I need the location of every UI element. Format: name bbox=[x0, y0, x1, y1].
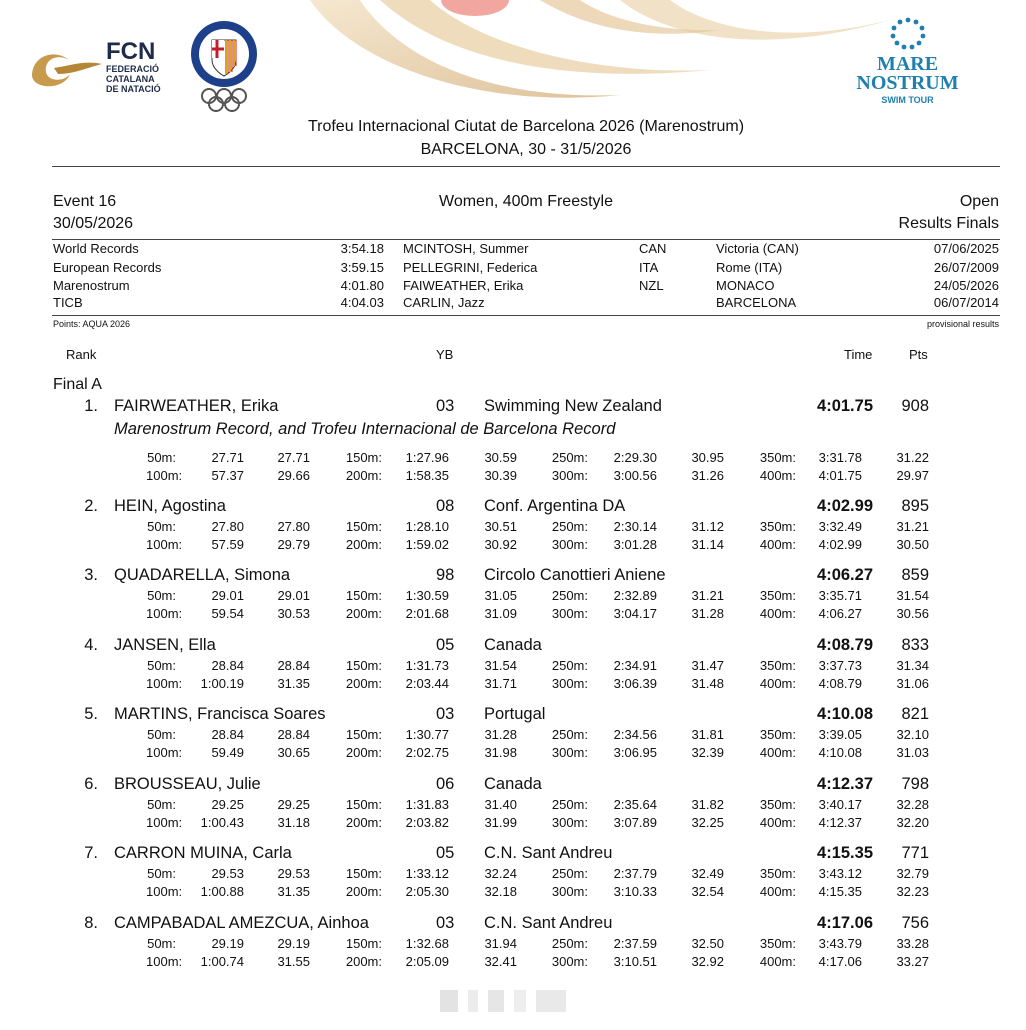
record-time: 3:54.18 bbox=[340, 241, 384, 256]
swimmer-name: HEIN, Agostina bbox=[114, 497, 226, 515]
column-time: Time bbox=[844, 347, 873, 362]
split-lap: 31.98 bbox=[484, 745, 517, 760]
split-lap: 32.54 bbox=[691, 884, 724, 899]
record-place: Victoria (CAN) bbox=[716, 241, 799, 256]
split-lap: 32.92 bbox=[691, 954, 724, 969]
birth-year: 98 bbox=[436, 566, 455, 584]
points: 798 bbox=[901, 775, 929, 793]
split-lap: 30.39 bbox=[484, 468, 517, 483]
split-distance: 250m: bbox=[551, 450, 588, 465]
club-name: Canada bbox=[484, 636, 542, 654]
result-rank: 6. bbox=[84, 775, 98, 793]
split-lap: 32.20 bbox=[896, 815, 929, 830]
club-name: C.N. Sant Andreu bbox=[484, 914, 613, 932]
split-lap: 31.21 bbox=[896, 519, 929, 534]
swimmer-name: JANSEN, Ella bbox=[114, 636, 216, 654]
meet-title: Trofeu Internacional Ciutat de Barcelona 2026 (Marenostrum) bbox=[307, 118, 745, 135]
split-lap: 32.18 bbox=[484, 884, 517, 899]
split-lap: 31.47 bbox=[691, 658, 724, 673]
split-lap: 31.26 bbox=[691, 468, 724, 483]
column-pts: Pts bbox=[909, 347, 928, 362]
birth-year: 05 bbox=[436, 636, 455, 654]
birth-year: 05 bbox=[436, 844, 455, 862]
record-time: 4:01.80 bbox=[340, 278, 384, 293]
swimmer-name: CARRON MUINA, Carla bbox=[114, 844, 292, 862]
split-lap: 29.53 bbox=[277, 866, 310, 881]
split-lap: 29.25 bbox=[277, 797, 310, 812]
header-decoration bbox=[290, 0, 910, 120]
header-divider bbox=[52, 166, 1000, 167]
split-lap: 29.01 bbox=[277, 588, 310, 603]
split-distance: 50m: bbox=[147, 658, 176, 673]
split-distance: 200m: bbox=[345, 537, 382, 552]
club-name: Portugal bbox=[484, 705, 546, 723]
split-time: 4:17.06 bbox=[818, 954, 862, 969]
split-time: 2:03.44 bbox=[405, 676, 449, 691]
split-time: 59.54 bbox=[211, 606, 244, 621]
split-time: 27.71 bbox=[211, 450, 244, 465]
provisional-note: provisional results bbox=[926, 319, 999, 329]
split-distance: 400m: bbox=[759, 468, 796, 483]
points: 756 bbox=[901, 914, 929, 932]
split-lap: 33.27 bbox=[896, 954, 929, 969]
split-lap: 31.05 bbox=[484, 588, 517, 603]
split-time: 4:12.37 bbox=[818, 815, 862, 830]
split-lap: 31.35 bbox=[277, 884, 310, 899]
split-lap: 33.28 bbox=[896, 936, 929, 951]
record-holder: CARLIN, Jazz bbox=[403, 295, 485, 310]
points-note: Points: AQUA 2026 bbox=[53, 319, 131, 329]
swimmer-name: MARTINS, Francisca Soares bbox=[114, 705, 326, 723]
split-distance: 200m: bbox=[345, 745, 382, 760]
result-rank: 2. bbox=[84, 497, 98, 515]
split-time: 3:10.51 bbox=[613, 954, 657, 969]
split-lap: 32.10 bbox=[896, 727, 929, 742]
split-distance: 150m: bbox=[345, 727, 382, 742]
split-distance: 150m: bbox=[345, 936, 382, 951]
split-time: 2:30.14 bbox=[613, 519, 657, 534]
split-time: 2:32.89 bbox=[613, 588, 657, 603]
birth-year: 03 bbox=[436, 397, 455, 415]
split-distance: 100m: bbox=[146, 606, 183, 621]
split-distance: 150m: bbox=[345, 797, 382, 812]
split-lap: 29.97 bbox=[896, 468, 929, 483]
split-distance: 50m: bbox=[147, 588, 176, 603]
split-distance: 50m: bbox=[147, 450, 176, 465]
split-time: 1:31.73 bbox=[405, 658, 449, 673]
split-lap: 31.22 bbox=[896, 450, 929, 465]
split-distance: 350m: bbox=[759, 658, 796, 673]
split-lap: 29.79 bbox=[277, 537, 310, 552]
points: 895 bbox=[901, 497, 929, 515]
split-time: 4:15.35 bbox=[818, 884, 862, 899]
split-lap: 32.39 bbox=[691, 745, 724, 760]
split-distance: 350m: bbox=[759, 866, 796, 881]
split-lap: 31.54 bbox=[484, 658, 517, 673]
result-rank: 4. bbox=[84, 636, 98, 654]
record-label: TICB bbox=[53, 295, 83, 310]
split-lap: 30.50 bbox=[896, 537, 929, 552]
result-rank: 8. bbox=[84, 914, 98, 932]
split-time: 28.84 bbox=[211, 727, 244, 742]
split-distance: 100m: bbox=[146, 954, 183, 969]
split-lap: 31.71 bbox=[484, 676, 517, 691]
split-time: 3:43.12 bbox=[818, 866, 862, 881]
club-emblem-icon bbox=[188, 18, 260, 114]
split-time: 28.84 bbox=[211, 658, 244, 673]
swimmer-name: QUADARELLA, Simona bbox=[114, 566, 291, 584]
split-time: 3:35.71 bbox=[818, 588, 862, 603]
record-date: 06/07/2014 bbox=[933, 295, 999, 310]
split-distance: 200m: bbox=[345, 954, 382, 969]
split-time: 1:30.59 bbox=[405, 588, 449, 603]
split-lap: 32.50 bbox=[691, 936, 724, 951]
split-distance: 400m: bbox=[759, 954, 796, 969]
split-time: 2:01.68 bbox=[405, 606, 449, 621]
split-time: 59.49 bbox=[211, 745, 244, 760]
split-time: 4:06.27 bbox=[818, 606, 862, 621]
split-distance: 200m: bbox=[345, 815, 382, 830]
record-place: BARCELONA bbox=[716, 295, 797, 310]
split-time: 1:30.77 bbox=[405, 727, 449, 742]
split-lap: 31.18 bbox=[277, 815, 310, 830]
column-rank: Rank bbox=[66, 347, 97, 362]
fcn-line-2: CATALANA bbox=[106, 74, 155, 84]
birth-year: 08 bbox=[436, 497, 455, 515]
split-lap: 31.81 bbox=[691, 727, 724, 742]
split-time: 1:33.12 bbox=[405, 866, 449, 881]
final-time: 4:17.06 bbox=[817, 914, 873, 932]
split-time: 2:03.82 bbox=[405, 815, 449, 830]
event-date: 30/05/2026 bbox=[53, 215, 134, 232]
split-distance: 150m: bbox=[345, 866, 382, 881]
split-lap: 31.14 bbox=[691, 537, 724, 552]
record-date: 24/05/2026 bbox=[933, 278, 999, 293]
records-divider bbox=[52, 315, 1000, 316]
split-distance: 100m: bbox=[146, 468, 183, 483]
split-lap: 30.53 bbox=[277, 606, 310, 621]
split-distance: 350m: bbox=[759, 519, 796, 534]
record-date: 07/06/2025 bbox=[933, 241, 999, 256]
record-label: World Records bbox=[53, 241, 139, 256]
record-time: 4:04.03 bbox=[340, 295, 384, 310]
split-distance: 350m: bbox=[759, 797, 796, 812]
split-distance: 300m: bbox=[551, 468, 588, 483]
split-time: 3:10.33 bbox=[613, 884, 657, 899]
final-time: 4:12.37 bbox=[817, 775, 873, 793]
split-lap: 29.66 bbox=[277, 468, 310, 483]
split-time: 2:35.64 bbox=[613, 797, 657, 812]
split-lap: 31.28 bbox=[484, 727, 517, 742]
split-distance: 50m: bbox=[147, 936, 176, 951]
split-time: 4:02.99 bbox=[818, 537, 862, 552]
split-distance: 50m: bbox=[147, 519, 176, 534]
split-lap: 32.41 bbox=[484, 954, 517, 969]
record-place: Rome (ITA) bbox=[716, 260, 783, 275]
record-label: Marenostrum bbox=[53, 278, 130, 293]
fcn-logo bbox=[24, 38, 174, 98]
record-nation: NZL bbox=[639, 278, 664, 293]
club-name: Swimming New Zealand bbox=[484, 397, 662, 415]
split-time: 2:37.59 bbox=[613, 936, 657, 951]
split-lap: 30.95 bbox=[691, 450, 724, 465]
club-name: Circolo Canottieri Aniene bbox=[484, 566, 666, 584]
split-time: 1:28.10 bbox=[405, 519, 449, 534]
split-lap: 30.65 bbox=[277, 745, 310, 760]
split-distance: 300m: bbox=[551, 676, 588, 691]
fcn-line-1: FEDERACIÓ bbox=[106, 64, 160, 74]
split-time: 2:02.75 bbox=[405, 745, 449, 760]
split-lap: 31.34 bbox=[896, 658, 929, 673]
result-rank: 5. bbox=[84, 705, 98, 723]
split-lap: 30.51 bbox=[484, 519, 517, 534]
split-distance: 350m: bbox=[759, 588, 796, 603]
split-distance: 250m: bbox=[551, 727, 588, 742]
split-distance: 150m: bbox=[345, 658, 382, 673]
record-holder: FAIWEATHER, Erika bbox=[403, 278, 524, 293]
split-distance: 300m: bbox=[551, 954, 588, 969]
split-distance: 150m: bbox=[345, 588, 382, 603]
split-lap: 27.80 bbox=[277, 519, 310, 534]
split-distance: 400m: bbox=[759, 745, 796, 760]
birth-year: 06 bbox=[436, 775, 455, 793]
split-lap: 31.82 bbox=[691, 797, 724, 812]
split-time: 3:43.79 bbox=[818, 936, 862, 951]
split-time: 3:40.17 bbox=[818, 797, 862, 812]
split-distance: 250m: bbox=[551, 936, 588, 951]
split-time: 29.25 bbox=[211, 797, 244, 812]
club-name: Conf. Argentina DA bbox=[484, 497, 626, 515]
split-time: 4:10.08 bbox=[818, 745, 862, 760]
split-distance: 400m: bbox=[759, 884, 796, 899]
club-name: C.N. Sant Andreu bbox=[484, 844, 613, 862]
result-rank: 7. bbox=[84, 844, 98, 862]
split-time: 3:07.89 bbox=[613, 815, 657, 830]
split-lap: 31.03 bbox=[896, 745, 929, 760]
split-time: 1:59.02 bbox=[405, 537, 449, 552]
split-time: 2:34.56 bbox=[613, 727, 657, 742]
birth-year: 03 bbox=[436, 705, 455, 723]
split-distance: 250m: bbox=[551, 866, 588, 881]
split-time: 29.01 bbox=[211, 588, 244, 603]
split-lap: 28.84 bbox=[277, 658, 310, 673]
split-time: 4:01.75 bbox=[818, 468, 862, 483]
split-lap: 31.35 bbox=[277, 676, 310, 691]
split-time: 57.37 bbox=[211, 468, 244, 483]
split-time: 1:00.88 bbox=[200, 884, 244, 899]
event-name: Women, 400m Freestyle bbox=[439, 193, 613, 210]
split-time: 3:01.28 bbox=[613, 537, 657, 552]
record-label: European Records bbox=[53, 260, 162, 275]
split-lap: 32.24 bbox=[484, 866, 517, 881]
split-time: 1:27.96 bbox=[405, 450, 449, 465]
split-lap: 28.84 bbox=[277, 727, 310, 742]
points: 821 bbox=[901, 705, 929, 723]
split-time: 3:32.49 bbox=[818, 519, 862, 534]
final-time: 4:01.75 bbox=[817, 397, 873, 415]
split-lap: 31.40 bbox=[484, 797, 517, 812]
footer-watermark bbox=[440, 986, 590, 1016]
split-lap: 32.28 bbox=[896, 797, 929, 812]
split-distance: 350m: bbox=[759, 727, 796, 742]
split-lap: 32.23 bbox=[896, 884, 929, 899]
record-note: Marenostrum Record, and Trofeu Internacional de Barcelona Record bbox=[114, 420, 616, 438]
split-time: 1:31.83 bbox=[405, 797, 449, 812]
club-name: Canada bbox=[484, 775, 542, 793]
swimmer-name: FAIRWEATHER, Erika bbox=[114, 397, 279, 415]
split-time: 3:04.17 bbox=[613, 606, 657, 621]
split-time: 3:39.05 bbox=[818, 727, 862, 742]
split-time: 2:05.09 bbox=[405, 954, 449, 969]
final-time: 4:10.08 bbox=[817, 705, 873, 723]
split-lap: 32.49 bbox=[691, 866, 724, 881]
mare-nostrum-logo bbox=[850, 16, 965, 108]
split-distance: 150m: bbox=[345, 519, 382, 534]
split-distance: 50m: bbox=[147, 797, 176, 812]
split-distance: 100m: bbox=[146, 815, 183, 830]
mare-line-1: MARE bbox=[876, 53, 939, 75]
split-distance: 400m: bbox=[759, 815, 796, 830]
split-distance: 250m: bbox=[551, 519, 588, 534]
split-distance: 150m: bbox=[345, 450, 382, 465]
split-time: 3:37.73 bbox=[818, 658, 862, 673]
record-nation: CAN bbox=[639, 241, 667, 256]
split-time: 1:00.19 bbox=[200, 676, 244, 691]
split-time: 27.80 bbox=[211, 519, 244, 534]
split-time: 2:37.79 bbox=[613, 866, 657, 881]
event-category: Open bbox=[959, 193, 999, 210]
record-holder: PELLEGRINI, Federica bbox=[403, 260, 538, 275]
split-lap: 30.92 bbox=[484, 537, 517, 552]
split-distance: 200m: bbox=[345, 606, 382, 621]
split-distance: 300m: bbox=[551, 745, 588, 760]
points: 859 bbox=[901, 566, 929, 584]
split-distance: 400m: bbox=[759, 676, 796, 691]
split-distance: 200m: bbox=[345, 884, 382, 899]
mare-line-3: SWIM TOUR bbox=[881, 95, 934, 105]
split-distance: 50m: bbox=[147, 727, 176, 742]
split-time: 4:08.79 bbox=[818, 676, 862, 691]
fcn-swirl-icon bbox=[24, 38, 104, 98]
split-lap: 31.55 bbox=[277, 954, 310, 969]
split-lap: 31.28 bbox=[691, 606, 724, 621]
event-divider bbox=[52, 239, 1000, 240]
split-distance: 100m: bbox=[146, 745, 183, 760]
split-time: 1:58.35 bbox=[405, 468, 449, 483]
final-time: 4:08.79 bbox=[817, 636, 873, 654]
birth-year: 03 bbox=[436, 914, 455, 932]
record-time: 3:59.15 bbox=[340, 260, 384, 275]
split-time: 29.19 bbox=[211, 936, 244, 951]
split-time: 2:34.91 bbox=[613, 658, 657, 673]
fcn-line-3: DE NATACIÓ bbox=[106, 84, 161, 94]
split-lap: 31.21 bbox=[691, 588, 724, 603]
split-lap: 32.79 bbox=[896, 866, 929, 881]
points: 771 bbox=[901, 844, 929, 862]
mare-line-2: NOSTRUM bbox=[856, 72, 959, 94]
event-number: Event 16 bbox=[53, 193, 117, 210]
split-lap: 31.48 bbox=[691, 676, 724, 691]
split-lap: 31.94 bbox=[484, 936, 517, 951]
split-time: 1:32.68 bbox=[405, 936, 449, 951]
event-phase: Results Finals bbox=[898, 215, 999, 232]
split-distance: 300m: bbox=[551, 606, 588, 621]
split-lap: 30.56 bbox=[896, 606, 929, 621]
split-distance: 100m: bbox=[146, 884, 183, 899]
split-distance: 100m: bbox=[146, 676, 183, 691]
swimmer-name: BROUSSEAU, Julie bbox=[114, 775, 261, 793]
mare-nostrum-ring-icon bbox=[888, 16, 928, 52]
split-distance: 250m: bbox=[551, 658, 588, 673]
record-nation: ITA bbox=[639, 260, 659, 275]
final-time: 4:06.27 bbox=[817, 566, 873, 584]
split-distance: 50m: bbox=[147, 866, 176, 881]
split-time: 3:06.95 bbox=[613, 745, 657, 760]
split-time: 2:29.30 bbox=[613, 450, 657, 465]
result-rank: 3. bbox=[84, 566, 98, 584]
split-time: 3:31.78 bbox=[818, 450, 862, 465]
split-distance: 100m: bbox=[146, 537, 183, 552]
split-lap: 27.71 bbox=[277, 450, 310, 465]
meet-location-dates: BARCELONA, 30 - 31/5/2026 bbox=[420, 141, 632, 158]
split-time: 3:00.56 bbox=[613, 468, 657, 483]
split-distance: 250m: bbox=[551, 797, 588, 812]
split-time: 1:00.74 bbox=[200, 954, 244, 969]
split-distance: 350m: bbox=[759, 936, 796, 951]
column-yb: YB bbox=[436, 347, 454, 362]
split-distance: 400m: bbox=[759, 606, 796, 621]
split-distance: 300m: bbox=[551, 815, 588, 830]
swimmer-name: CAMPABADAL AMEZCUA, Ainhoa bbox=[114, 914, 369, 932]
split-time: 29.53 bbox=[211, 866, 244, 881]
split-time: 57.59 bbox=[211, 537, 244, 552]
final-time: 4:15.35 bbox=[817, 844, 873, 862]
record-holder: MCINTOSH, Summer bbox=[403, 241, 529, 256]
split-lap: 29.19 bbox=[277, 936, 310, 951]
points: 833 bbox=[901, 636, 929, 654]
points: 908 bbox=[901, 397, 929, 415]
final-time: 4:02.99 bbox=[817, 497, 873, 515]
fcn-short-label: FCN bbox=[106, 38, 156, 65]
split-lap: 31.12 bbox=[691, 519, 724, 534]
result-rank: 1. bbox=[84, 397, 98, 415]
record-place: MONACO bbox=[716, 278, 775, 293]
section-title: Final A bbox=[53, 376, 102, 393]
split-lap: 31.09 bbox=[484, 606, 517, 621]
split-distance: 250m: bbox=[551, 588, 588, 603]
split-lap: 31.54 bbox=[896, 588, 929, 603]
split-distance: 300m: bbox=[551, 537, 588, 552]
split-lap: 31.99 bbox=[484, 815, 517, 830]
record-date: 26/07/2009 bbox=[933, 260, 999, 275]
split-distance: 300m: bbox=[551, 884, 588, 899]
split-distance: 200m: bbox=[345, 676, 382, 691]
split-distance: 350m: bbox=[759, 450, 796, 465]
split-time: 3:06.39 bbox=[613, 676, 657, 691]
split-distance: 400m: bbox=[759, 537, 796, 552]
split-lap: 31.06 bbox=[896, 676, 929, 691]
split-distance: 200m: bbox=[345, 468, 382, 483]
split-time: 1:00.43 bbox=[200, 815, 244, 830]
split-lap: 32.25 bbox=[691, 815, 724, 830]
split-lap: 30.59 bbox=[484, 450, 517, 465]
split-time: 2:05.30 bbox=[405, 884, 449, 899]
